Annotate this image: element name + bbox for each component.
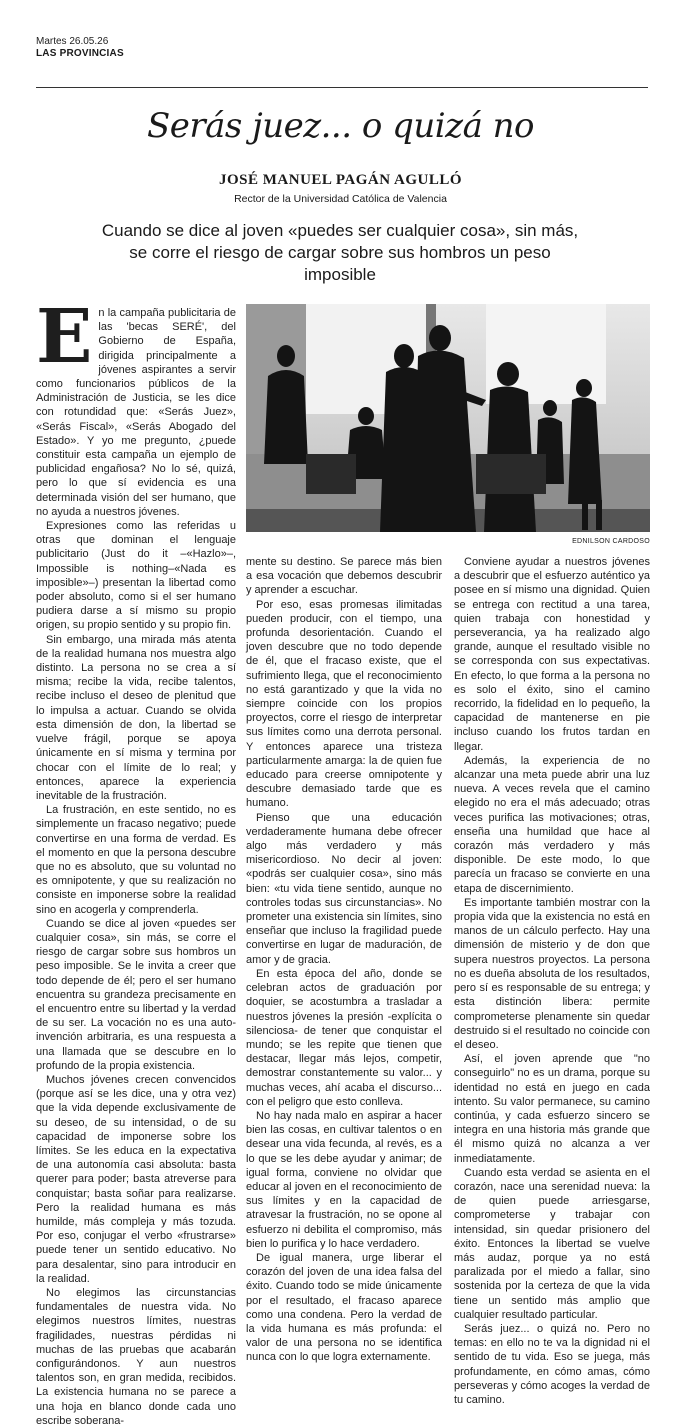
newspaper-name: LAS PROVINCIAS (36, 48, 124, 59)
body-paragraph: Sin embargo, una mirada más atenta de la realidad humana nos muestra algo distinto. La persona no se crea a sí misma; recibe la vida, recibe talentos, recibe incluso el deseo de plenitud que lo impulsa a actuar. Cuando se olvida esta dimensión de don, la libertad se vuelve frágil, porque se apoya únicamente en sí misma y termina por chocar con el límite de lo real; y entonces, aparece la experiencia inevitable de la frustración. (36, 633, 236, 802)
body-paragraph: Por eso, esas promesas ilimitadas pueden producir, con el tiempo, una profunda desorientación. Cuando el joven descubre que no todo depende de él, que el fracaso existe, que el sufrimiento llega, que el reconocimiento no está garantizado y que la vida no siempre coincide con los propios proyectos, corre el riesgo de interpretar sus límites como una derrota personal. Y entonces aparece una tristeza particularmente amarga: la de quien fue educado para creerse omnipotente y descubre demasiado tarde que es humano. (246, 598, 442, 810)
body-paragraph: Así, el joven aprende que "no conseguirlo" no es un drama, porque su identidad no está en juego en cada intento. Su valor permanece, su camino continúa, y cada esfuerzo sincero se integra en una historia más grande que él mismo quizá no alcanza a ver inmediatamente. (454, 1053, 650, 1165)
author-role: Rector de la Universidad Católica de Valencia (234, 193, 447, 205)
body-paragraph: De igual manera, urge liberar el corazón del joven de una idea falsa del éxito. Cuando todo se mide únicamente por el resultado, el fracaso aparece como una condena. Pero la verdad de la vida humana es más profunda: el valor de una persona no se identifica nunca con lo que logra externamente. (246, 1251, 442, 1364)
body-paragraph: La frustración, en este sentido, no es simplemente un fracaso negativo; puede convertirse en una forma de verdad. Es el momento en que la persona descubre que no es absoluto, que su voluntad no es omnipotente, y que su realización no consiste en imponerse sobre la realidad sino en acogerla y comprenderla. (36, 804, 236, 916)
article-column-3 (454, 555, 650, 1407)
article-column-1 (36, 294, 236, 1428)
header-rule (36, 87, 648, 88)
body-paragraph: Es importante también mostrar con la propia vida que la existencia no está en manos de un cálculo perfecto. Hay una dimensión de misterio y de don que supera nuestros proyectos. La persona no es dueña absoluta de los resultados, pero sí es responsable de su entrega; y esta distinción libera: permite comprometerse plenamente sin quedar destruido si el resultado no coincide con el deseo. (454, 896, 650, 1051)
author-name: JOSÉ MANUEL PAGÁN AGULLÓ (219, 172, 462, 188)
article-photo (246, 304, 650, 532)
first-paragraph-text: n la campaña publicitaria de las 'becas SERÉ', del Gobierno de España, dirigida principalmente a jóvenes aspirantes a servir como funcionarios públicos de la Administración de Justicia, se les dice con rotundidad que: «Serás Juez», «Serás Fiscal», «Serás Abogado del Estado». Y yo me pregunto, ¿puede constituir esta campaña un ejemplo de publicidad engañosa? No lo sé, quizá, pero lo que sí evidencia es una determinada visión del ser humano, que no ayuda a nuestros jóvenes. (36, 307, 236, 518)
body-paragraph: No elegimos las circunstancias fundamentales de nuestra vida. No elegimos nuestros límites, nuestras fragilidades, nuestras pérdidas ni muchas de las pruebas que acabarán configurándonos. Y aun nuestros talentos son, en gran medida, recibidos. La existencia humana no se parece a una hoja en blanco donde cada uno escribe soberana- (36, 1287, 236, 1427)
drop-cap: E (36, 294, 93, 380)
body-paragraph: Cuando se dice al joven «puedes ser cualquier cosa», sin más, se corre el riesgo de cargar sobre sus hombros un peso imposible. Se le invita a creer que todo depende de él; pero el ser humano encuentra su grandeza precisamente en el encuentro entre su libertad y la verdad de su ser. La vocación no es una auto-invención arbitraria, es una respuesta a una llamada que se descubre en lo profundo de la propia existencia. (36, 917, 236, 1072)
body-paragraph: mente su destino. Se parece más bien a esa vocación que debemos descubrir y aprender a escuchar. (246, 556, 442, 597)
body-paragraph: Conviene ayudar a nuestros jóvenes a descubrir que el esfuerzo auténtico ya posee en sí mismo una dignidad. Quien se entrega con rectitud a una tarea, quien trabaja con honestidad y perseverancia, ya ha realizado algo grande, aunque el resultado visible no se corresponda con sus expectativas. En efecto, lo que forma a la persona no es solo el éxito, sino el camino recorrido, la fidelidad en lo pequeño, la capacidad de mantenerse en pie incluso cuando los frutos tardan en llegar. (454, 556, 650, 753)
body-paragraph: Pienso que una educación verdaderamente humana debe ofrecer algo más verdadero y más misericordioso. No decir al joven: «podrás ser cualquier cosa», sino más bien: «tu vida tiene sentido, aunque no controles todas sus circunstancias». No prometer una existencia sin límites, sino enseñar que incluso la fragilidad puede convertirse en lugar de maduración, de amor y de gracia. (246, 811, 442, 966)
masthead (36, 36, 124, 60)
body-paragraph: En esta época del año, donde se celebran actos de graduación por doquier, se acostumbra a trasladar a nuestros jóvenes la presión -explícita o silenciosa- de tener que conquistar el mundo; se les repite que tienen que destacar, llegar más lejos, competir, demostrar constantemente su valor... y muchas veces, ahí acaba el discurso... con el peligro que esto conlleva. (246, 967, 442, 1108)
article-title: Serás juez... o quizá no (146, 106, 535, 146)
photo-credit: EDNILSON CARDOSO (572, 538, 650, 545)
body-paragraph: Además, la experiencia de no alcanzar una meta puede abrir una luz nueva. A veces revela que el camino elegido no era el más adecuado; otras veces purifica las motivaciones; otras, enseña una humildad que hace al corazón más verdadero y más disponible. De este modo, lo que parecía un fracaso se convierte en una etapa de discernimiento. (454, 754, 650, 895)
article-column-2 (246, 555, 442, 1365)
first-paragraph (36, 294, 236, 519)
publication-date: Martes 26.05.26 (36, 36, 109, 47)
article-subtitle: Cuando se dice al joven «puedes ser cualquier cosa», sin más, se corre el riesgo de cargar sobre sus hombros un peso imposible (101, 221, 579, 284)
body-paragraph: Muchos jóvenes crecen convencidos (porque así se les dice, una y otra vez) que la vida depende exclusivamente de su deseo, de su intensidad, o de su capacidad de imponerse sobre los límites. Se les educa en la expectativa de una autonomía casi absoluta: basta querer para poder; basta atreverse para conquistar; basta soñar para realizarse. Pero la realidad humana es más humilde, más compleja y más tozuda. Por eso, conjugar el verbo «frustrarse» puede tener un sentido educativo. No para desalentar, sino para introducir en la realidad. (36, 1073, 236, 1285)
body-paragraph: Expresiones como las referidas u otras que dominan el lenguaje publicitario (Just do it –«Hazlo»–, Impossible is nothing–«Nada es imposible»–) presentan la libertad como poder absoluto, como si el ser humano pudiera darse a sí mismo su propio origen, su propio sentido y su propio fin. (36, 520, 236, 632)
body-paragraph: No hay nada malo en aspirar a hacer bien las cosas, en cultivar talentos o en desear una vida fecunda, al revés, es a lo que se les debe ayudar y animar; de igual forma, conviene no olvidar que educar al joven en el reconocimiento de sus límites y en la capacidad de atravesar la frustración, no se opone al esfuerzo ni debilita el compromiso, más bien lo purifica y lo hace verdadero. (246, 1109, 442, 1250)
body-paragraph: Serás juez... o quizá no. Pero no temas: en ello no te va la dignidad ni el sentido de tu vida. Eso se juega, más profundamente, en cómo amas, cómo perseveras y cómo acoges la verdad de tu camino. (454, 1322, 650, 1406)
body-paragraph: Cuando esta verdad se asienta en el corazón, nace una serenidad nueva: la de quien puede arriesgarse, comprometerse y trabajar con intensidad, sin quedar prisionero del éxito. Entonces la libertad se vuelve más audaz, porque ya no está paralizada por el miedo a fallar, sino sostenida por la certeza de que la vida tiene un sentido más amplio que cualquier resultado particular. (454, 1166, 650, 1321)
